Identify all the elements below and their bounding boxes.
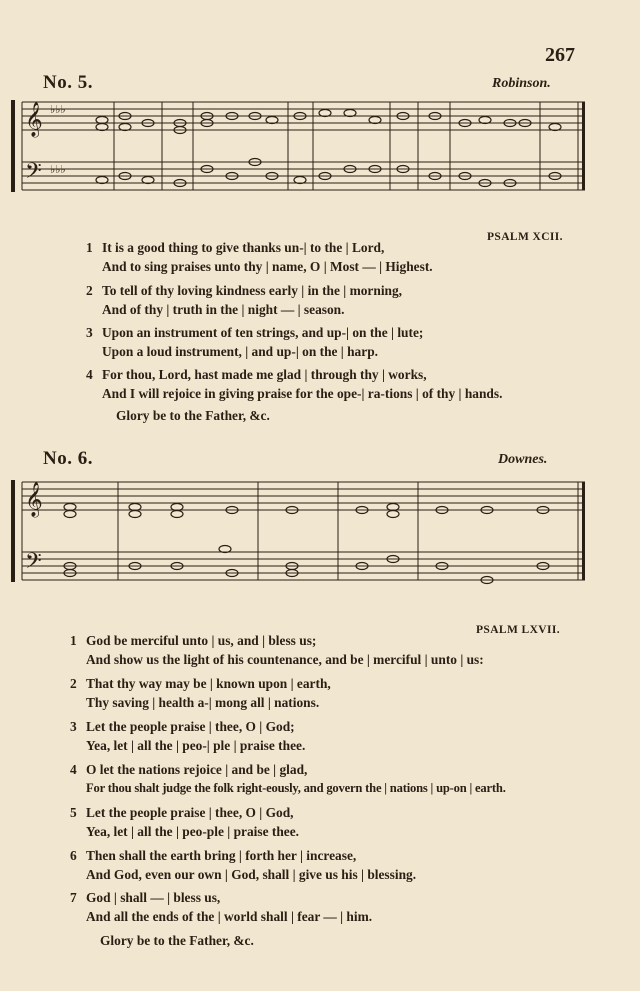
- verse-line: Yea, let | all the | peo-| ple | praise thee.: [86, 738, 306, 753]
- verse-line: Upon an instrument of ten strings, and up-| on the | lute;: [102, 325, 424, 340]
- hymn-6-verse-2: [70, 674, 590, 712]
- hymn-6-verse-6: [70, 846, 590, 884]
- verse-line: And I will rejoice in giving praise for the ope-| ra-tions | of thy | hands.: [102, 386, 503, 401]
- verse-number: 5: [70, 805, 77, 820]
- verse-line: Upon a loud instrument, | and up-| on the | harp.: [102, 344, 378, 359]
- verse-line: For thou, Lord, hast made me glad | through thy | works,: [102, 367, 427, 382]
- verse-number: 2: [86, 283, 93, 298]
- hymn-5-composer: Robinson.: [492, 76, 551, 91]
- bass-clef-icon: 𝄢: [25, 549, 42, 579]
- verse-line: Then shall the earth bring | forth her | increase,: [86, 848, 357, 863]
- hymn-5-verse-2: [86, 281, 606, 319]
- hymn-5-verse-1: [86, 238, 606, 276]
- hymn-6-composer: Downes.: [498, 452, 548, 467]
- hymn-6-verse-3: [70, 717, 590, 755]
- key-signature-flats: ♭♭♭: [50, 104, 66, 116]
- verse-number: 3: [70, 719, 77, 734]
- verse-line: That thy way may be | known upon | earth,: [86, 676, 331, 691]
- verse-line: It is a good thing to give thanks un-| to the | Lord,: [102, 240, 385, 255]
- system-brace: [11, 480, 15, 582]
- verse-line: And of thy | truth in the | night — | season.: [102, 302, 345, 317]
- verse-line: And all the ends of the | world shall | fear — | him.: [86, 909, 373, 924]
- key-signature-flats: ♭♭♭: [50, 164, 66, 176]
- hymn-6-psalm: PSALM LXVII.: [476, 624, 561, 636]
- verse-line: And show us the light of his countenance, and be | merciful | unto | us:: [86, 652, 484, 667]
- hymn-5-number: No. 5.: [43, 72, 93, 93]
- verse-number: 1: [70, 633, 77, 648]
- hymn-6-music-score: [0, 470, 640, 610]
- hymn-6-number: No. 6.: [43, 448, 93, 469]
- verse-number: 6: [70, 848, 77, 863]
- verse-line: God | shall — | bless us,: [86, 890, 221, 905]
- verse-number: 3: [86, 325, 93, 340]
- hymn-5-treble-staff: [22, 102, 585, 130]
- hymn-6-verse-1: [70, 631, 590, 669]
- hymn-6-treble-staff: [22, 482, 585, 510]
- hymn-6-verse-4: [70, 760, 590, 798]
- verse-number: 7: [70, 890, 77, 905]
- hymn-5-barlines: [114, 102, 578, 190]
- hymn-5-gloria: Glory be to the Father, &c.: [116, 408, 270, 423]
- hymn-6-barlines: [118, 482, 578, 580]
- final-barline: [582, 102, 585, 190]
- treble-clef-icon: 𝄞: [25, 482, 43, 517]
- hymn-6-verse-5: [70, 803, 590, 841]
- hymn-6-verse-7: [70, 888, 590, 926]
- verse-line: To tell of thy loving kindness early | in the | morning,: [102, 283, 403, 298]
- treble-clef-icon: 𝄞: [25, 102, 43, 137]
- hymn-5-verse-3: [86, 323, 606, 361]
- verse-number: 4: [70, 762, 77, 777]
- final-barline: [582, 482, 585, 580]
- verse-line: Let the people praise | thee, O | God;: [86, 719, 295, 734]
- hymn-5-music-score: [0, 90, 640, 220]
- verse-number: 1: [86, 240, 93, 255]
- bass-clef-icon: 𝄢: [25, 159, 42, 189]
- verse-line: And to sing praises unto thy | name, O | Most — | Highest.: [102, 259, 433, 274]
- verse-line: And God, even our own | God, shall | give us his | blessing.: [86, 867, 417, 882]
- hymn-5-notes: [96, 110, 561, 187]
- verse-line: O let the nations rejoice | and be | glad,: [86, 762, 308, 777]
- verse-number: 2: [70, 676, 77, 691]
- hymn-6-notes: [64, 504, 549, 584]
- verse-line: Thy saving | health a-| mong all | nations.: [86, 695, 320, 710]
- page-number: 267: [545, 44, 575, 66]
- hymn-6-gloria: Glory be to the Father, &c.: [100, 933, 254, 948]
- hymn-5-psalm: PSALM XCII.: [487, 231, 563, 243]
- verse-number: 4: [86, 367, 93, 382]
- verse-line: Let the people praise | thee, O | God,: [86, 805, 294, 820]
- system-brace: [11, 100, 15, 192]
- hymn-5-bass-staff: [22, 162, 585, 190]
- hymn-5-verse-4: [86, 365, 606, 403]
- verse-line: For thou shalt judge the folk right-eously, and govern the | nations | up-on | earth.: [86, 781, 506, 795]
- verse-line: Yea, let | all the | peo-ple | praise thee.: [86, 824, 300, 839]
- hymn-6-bass-staff: [22, 552, 585, 580]
- verse-line: God be merciful unto | us, and | bless us;: [86, 633, 317, 648]
